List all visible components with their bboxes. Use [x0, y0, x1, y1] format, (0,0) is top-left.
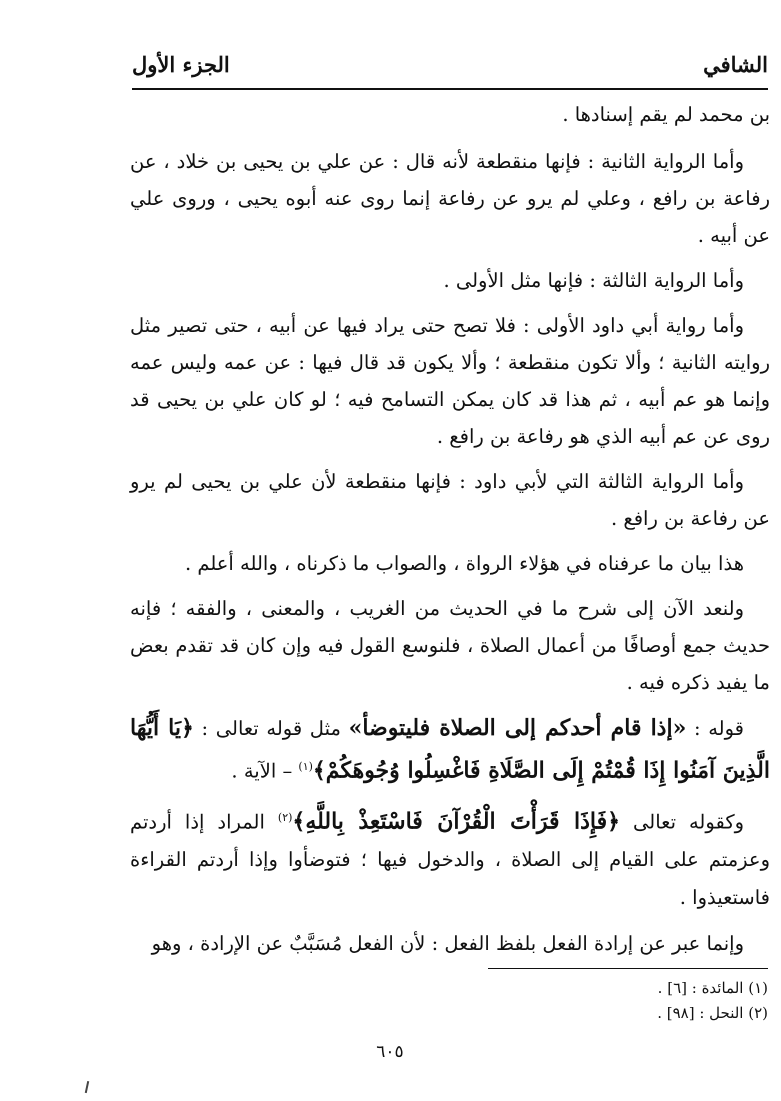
paragraph: بن محمد لم يقم إسنادها .	[562, 103, 770, 126]
running-header	[132, 44, 768, 84]
footnote-marker: (٢)	[277, 810, 293, 824]
verse-paragraph	[130, 799, 770, 918]
main-text	[130, 96, 770, 970]
paragraph: ولنعد الآن إلى شرح ما في الحديث من الغريب ، والمعنى ، والفقه ؛ فإنه حديث جمع أوصافًا من أعمال الصلاة ، فلنوسع القول فيه وإن كان قد تقدم بعض ما يفيد ذكره فيه .	[130, 597, 770, 694]
verse-lead: وكقوله تعالى	[620, 810, 745, 833]
paragraph: وأما الرواية الثالثة التي لأبي داود : فإنها منقطعة لأن علي بن يحيى لم يرو عن رفاعة بن رافع .	[130, 470, 770, 530]
footnotes	[488, 976, 768, 1026]
footnote: (١) المائدة : [٦] .	[657, 979, 768, 997]
footnote-rule	[488, 968, 768, 969]
quote-lead: قوله :	[686, 717, 745, 740]
quran-verse: ﴿فَإِذَا قَرَأْتَ الْقُرْآنَ فَاسْتَعِذْ بِاللَّهِ﴾	[292, 808, 621, 834]
quote-tail: – الآية .	[231, 759, 299, 783]
verse-tail: المراد إذا أردتم وعزمتم على القيام إلى الصلاة ، والدخول فيها ؛ فتوضأوا وإذا أردتم القراءة فاستعيذوا .	[130, 810, 770, 909]
paragraph: وأما الرواية الثانية : فإنها منقطعة لأنه قال : عن علي بن يحيى بن خلاد ، عن رفاعة بن رافع ، وعلي لم يرو عن رفاعة إنما روى عنه أبوه يحيى ، وروى علي عن أبيه .	[130, 150, 770, 247]
header-rule	[132, 88, 768, 90]
header-book-title: الشافي	[703, 51, 768, 77]
paragraph: وأما الرواية الثالثة : فإنها مثل الأولى .	[443, 269, 744, 292]
scan-edge-mark	[85, 1081, 89, 1093]
paragraph: وأما رواية أبي داود الأولى : فلا تصح حتى يراد فيها عن أبيه ، حتى تصير مثل روايته الثانية ؛ وألا تكون منقطعة ؛ وألا يكون قد قال فيها : عن عمه وليس عمه وإنما هو عم أبيه ، ثم هذا قد كان يمكن التسامح فيه ؛ لو كان علي بن يحيى قد روى عن عم أبيه الذي هو رفاعة بن رافع .	[130, 314, 770, 448]
quote-mid: مثل قوله تعالى :	[193, 717, 349, 740]
paragraph: هذا بيان ما عرفناه في هؤلاء الرواة ، والصواب ما ذكرناه ، والله أعلم .	[184, 552, 744, 575]
paragraph: وإنما عبر عن إرادة الفعل بلفظ الفعل : لأن الفعل مُسَبَّبٌ عن الإرادة ، وهو	[151, 932, 744, 955]
header-volume-title: الجزء الأول	[132, 51, 230, 77]
footnote: (٢) النحل : [٩٨] .	[657, 1004, 768, 1022]
footnote-marker: (١)	[298, 760, 313, 773]
page-number: ٦٠٥	[376, 1042, 404, 1062]
quran-verse: ﴿يَا أَيُّهَا الَّذِينَ آمَنُوا إِذَا قُمْتُمْ إِلَى الصَّلَاةِ فَاغْسِلُوا وُجُوهَكُمْ﴾	[130, 715, 770, 784]
hadith-verse-paragraph	[130, 709, 770, 791]
hadith-text: «إذا قام أحدكم إلى الصلاة فليتوضأ»	[348, 715, 687, 741]
